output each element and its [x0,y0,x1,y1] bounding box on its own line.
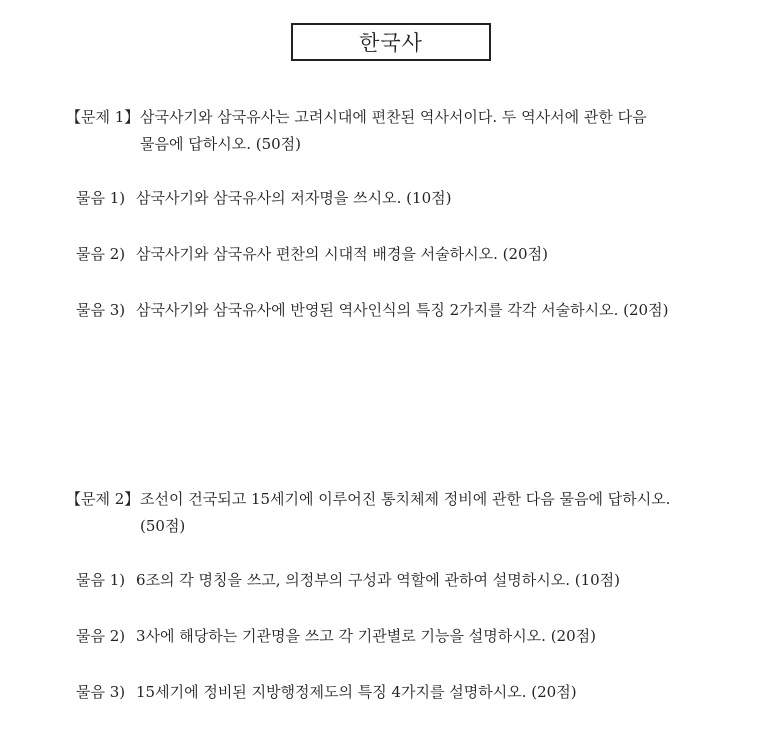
sub-label: 물음 2) [76,627,126,645]
sub-label: 물음 3) [76,301,126,319]
sub-text: 삼국사기와 삼국유사의 저자명을 쓰시오. (10점) [136,189,452,207]
question-2-text-line1: 조선이 건국되고 15세기에 이루어진 통치체제 정비에 관한 다음 물음에 답하시오. [140,490,671,508]
question-2-header [66,486,736,540]
question-2-tag: 【문제 2】 [66,490,140,508]
sub-text: 15세기에 정비된 지방행정제도의 특징 4가지를 설명하시오. (20점) [136,683,577,701]
question-1-text-line1: 삼국사기와 삼국유사는 고려시대에 편찬된 역사서이다. 두 역사서에 관한 다음 [140,108,647,126]
sub-label: 물음 2) [76,245,126,263]
sub-label: 물음 1) [76,571,126,589]
question-2-sub-3 [76,682,577,702]
question-2-text-line2: (50점) [140,517,186,535]
question-2-sub-2 [76,626,596,646]
sub-label: 물음 1) [76,189,126,207]
sub-text: 삼국사기와 삼국유사 편찬의 시대적 배경을 서술하시오. (20점) [136,245,548,263]
sub-label: 물음 3) [76,683,126,701]
question-2-sub-1 [76,570,620,590]
page-title-box [291,23,491,61]
page-title: 한국사 [359,31,423,55]
sub-text: 3사에 해당하는 기관명을 쓰고 각 기관별로 기능을 설명하시오. (20점) [136,627,596,645]
question-1-tag: 【문제 1】 [66,108,140,126]
sub-text: 6조의 각 명칭을 쓰고, 의정부의 구성과 역할에 관하여 설명하시오. (10점) [136,571,621,589]
question-1-sub-2 [76,244,548,264]
question-1-header [66,104,736,158]
question-1-text-line2: 물음에 답하시오. (50점) [140,135,302,153]
question-1-sub-1 [76,188,451,208]
question-1-sub-3 [76,300,668,320]
sub-text: 삼국사기와 삼국유사에 반영된 역사인식의 특징 2가지를 각각 서술하시오. (20점) [136,301,669,319]
